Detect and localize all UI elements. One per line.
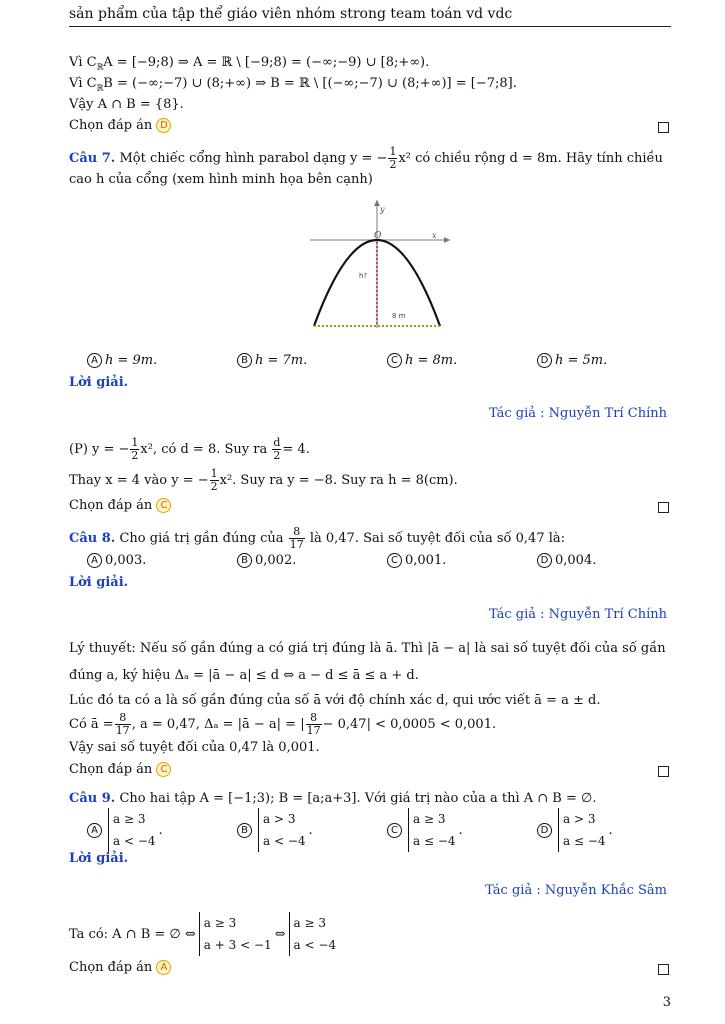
q7-option-d[interactable]: D h = 5m. (537, 353, 607, 368)
answer-badge: C (156, 498, 171, 513)
parabola-gate-figure (310, 198, 470, 333)
qed-box (658, 502, 669, 513)
q9-option-b[interactable]: B a > 3 a < −4 . (237, 808, 313, 852)
q8-option-d[interactable]: D 0,004. (537, 553, 596, 568)
q9-option-a[interactable]: A a ≥ 3 a < −4 . (87, 808, 163, 852)
q8-option-a[interactable]: A 0,003. (87, 553, 146, 568)
q7-option-c[interactable]: C h = 8m. (387, 353, 457, 368)
q8-solution-label: Lời giải. (69, 575, 129, 590)
q6-choose-answer: Chọn đáp án D (69, 117, 174, 134)
q7-choose-answer: Chọn đáp án C (69, 497, 174, 514)
q9-choose-answer: Chọn đáp án A (69, 959, 174, 976)
q7-author: Tác giả : Nguyễn Trí Chính (488, 406, 667, 421)
q8-choose-answer: Chọn đáp án C (69, 761, 174, 778)
q6-solution-line-2: Vì $C_ℝB$ = (−∞;−7) ∪ (8;+∞) ⇒ B = ℝ \ [(−∞;−7) ∪ (8;+∞)] = [−7;8]. (69, 76, 517, 93)
q8-solution-line-1: Lý thuyết: Nếu số gần đúng a có giá trị đúng là ā. Thì |ā − a| là sai số tuyệt đối của số gần (69, 641, 666, 656)
q7-solution-label: Lời giải. (69, 375, 129, 390)
answer-badge: D (156, 118, 171, 133)
page-number: 3 (662, 995, 671, 1010)
q8-solution-line-4: Có ā = $\frac{8}{17}$ , a = 0,47, Δₐ = |ā − a| = | $\frac{8}{17}$ − 0,47| < 0,0005 < 0,001. (69, 711, 497, 737)
q8-option-b[interactable]: B 0,002. (237, 553, 296, 568)
q9-solution-line: Ta có: A ∩ B = ∅ ⇔ a ≥ 3 a + 3 < −1 ⇔ a ≥ 3 a < −4 (69, 912, 339, 956)
origin-label: O (374, 231, 382, 241)
q8-solution-line-3: Lúc đó ta có a là số gần đúng của số ā với độ chính xác d, qui ước viết ā = a ± d. (69, 693, 601, 708)
height-label: h? (359, 272, 368, 280)
q8-solution-line-2: đúng a, ký hiệu Δₐ = |ā − a| ≤ d ⇔ a − d ≤ ā ≤ a + d. (69, 668, 419, 683)
q9-author: Tác giả : Nguyễn Khắc Sâm (485, 883, 667, 898)
q6-solution-line-3: Vậy A ∩ B = {8}. (69, 97, 184, 112)
answer-badge: A (156, 960, 171, 975)
answer-badge: C (156, 762, 171, 777)
q9-question: Câu 9. Cho hai tập A = [−1;3); B = [a;a+3]. Với giá trị nào của a thì A ∩ B = ∅. (69, 791, 597, 806)
q7-solution-line-2: Thay x = 4 vào y = − $\frac{1}{2}$ x². Suy ra y = −8. Suy ra h = 8(cm). (69, 467, 458, 493)
qed-box (658, 964, 669, 975)
qed-box (658, 122, 669, 133)
q8-author: Tác giả : Nguyễn Trí Chính (488, 607, 667, 622)
y-label: y (380, 205, 385, 214)
width-label: 8 m (392, 312, 406, 320)
x-label: x (432, 231, 437, 240)
fraction: $\frac{1}{2}$ (389, 145, 397, 171)
x-axis-arrow (444, 237, 450, 243)
q8-question: Câu 8. Cho giá trị gần đúng của $\frac{8}{17}$ là 0,47. Sai số tuyệt đối của số 0,47 là: (69, 525, 566, 551)
qed-box (658, 766, 669, 777)
q7-question-cont: cao h của cổng (xem hình minh họa bên cạnh) (69, 172, 373, 187)
q8-solution-line-5: Vậy sai số tuyệt đối của 0,47 là 0,001. (69, 740, 320, 755)
q6-solution-line-1: Vì $C_ℝA$ = [−9;8) ⇒ A = ℝ \ [−9;8) = (−∞;−9) ∪ [8;+∞). (69, 55, 430, 72)
q9-solution-label: Lời giải. (69, 851, 129, 866)
q7-solution-line-1: (P) y = − $\frac{1}{2}$ x², có d = 8. Suy ra $\frac{d}{2}$ = 4. (69, 436, 310, 462)
q9-option-c[interactable]: C a ≥ 3 a ≤ −4 . (387, 808, 463, 852)
q7-question: Câu 7. Một chiếc cổng hình parabol dạng y = − $\frac{1}{2}$ x² có chiều rộng d = 8m. Hãy tính chiều (69, 145, 663, 171)
q9-option-d[interactable]: D a > 3 a ≤ −4 . (537, 808, 613, 852)
page-header: sản phẩm của tập thể giáo viên nhóm strong team toán vd vdc (69, 6, 671, 27)
q7-option-b[interactable]: B h = 7m. (237, 353, 307, 368)
q8-option-c[interactable]: C 0,001. (387, 553, 446, 568)
q7-option-a[interactable]: A h = 9m. (87, 353, 157, 368)
